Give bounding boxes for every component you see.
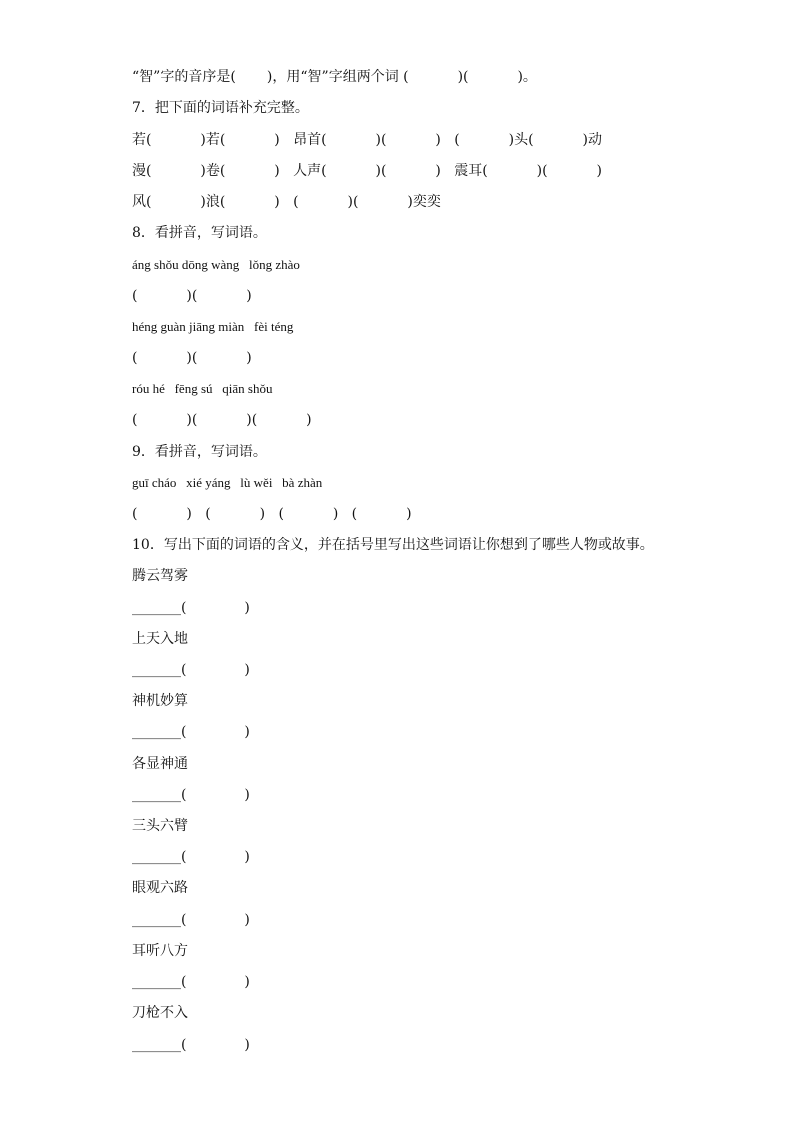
idiom-answer-line: _______( ) [132,662,250,678]
idiom-term: 耳听八方 [132,943,188,959]
question-8-answer-2: ( )( ) [132,350,252,366]
idiom-term: 眼观六路 [132,880,188,896]
question-8-answer-1: ( )( ) [132,288,252,304]
question-7-prompt: 7．把下面的词语补充完整。 [132,100,309,116]
question-7-row-1: 若( )若( ) 昂首( )( ) ( )头( )动 [132,132,602,148]
idiom-term: 神机妙算 [132,693,188,709]
idiom-answer-line: _______( ) [132,849,250,865]
question-8-pinyin-2: héng guàn jiāng miàn fèi téng [132,319,294,334]
question-8-answer-3: ( )( )( ) [132,412,312,428]
idiom-term: 三头六臂 [132,818,188,834]
idiom-answer-line: _______( ) [132,974,250,990]
question-9-answer: ( ) ( ) ( ) ( ) [132,506,412,522]
question-10-prompt: 10．写出下面的词语的含义，并在括号里写出这些词语让你想到了哪些人物或故事。 [132,537,654,553]
question-7-row-3: 风( )浪( ) ( )( )奕奕 [132,194,441,210]
idiom-answer-line: _______( ) [132,600,250,616]
question-6-blank-line: “智”字的音序是( )，用“智”字组两个词 ( )( )。 [132,69,537,85]
question-8-pinyin-3: róu hé fēng sú qiān shǒu [132,381,273,396]
idiom-term: 上天入地 [132,631,188,647]
idiom-answer-line: _______( ) [132,912,250,928]
idiom-term: 各显神通 [132,756,188,772]
idiom-term: 刀枪不入 [132,1005,188,1021]
question-8-prompt: 8．看拼音，写词语。 [132,225,267,241]
idiom-answer-line: _______( ) [132,787,250,803]
idiom-answer-line: _______( ) [132,724,250,740]
idiom-term: 腾云驾雾 [132,568,188,584]
question-9-pinyin: guī cháo xié yáng lù wěi bà zhàn [132,475,323,490]
question-7-row-2: 漫( )卷( ) 人声( )( ) 震耳( )( ) [132,163,602,179]
question-8-pinyin-1: áng shǒu dōng wàng lǒng zhào [132,257,300,272]
idiom-answer-line: _______( ) [132,1037,250,1053]
question-9-prompt: 9．看拼音，写词语。 [132,444,267,460]
